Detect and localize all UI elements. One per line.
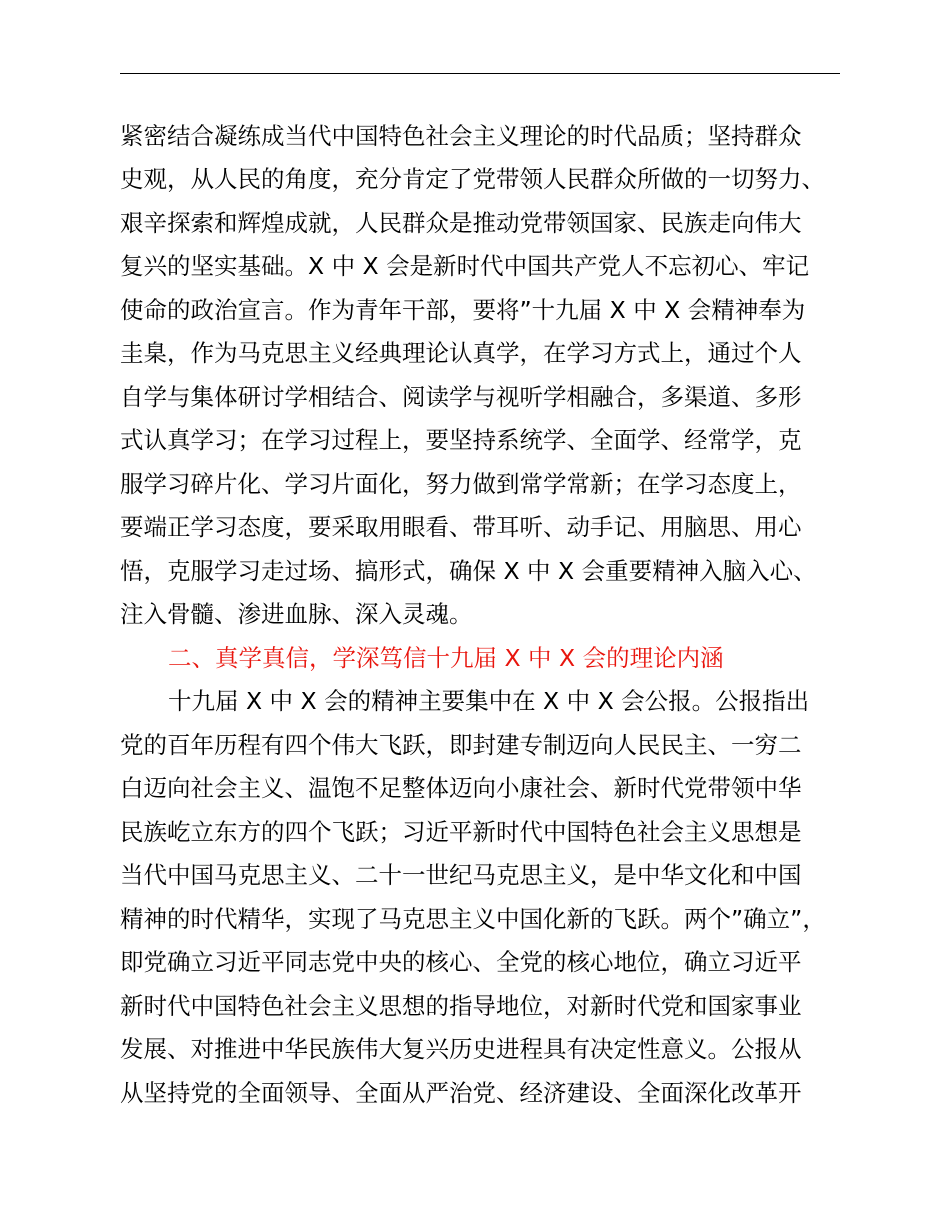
paragraph-1-line-2: 史观，从人民的角度，充分肯定了党带领人民群众所做的一切努力、 xyxy=(120,165,825,193)
paragraph-2-line-3: 白迈向社会主义、温饱不足整体迈向小康社会、新时代党带领中华 xyxy=(120,774,802,802)
paragraph-2-line-9: 发展、对推进中华民族伟大复兴历史进程具有决定性意义。公报从 xyxy=(120,1035,802,1063)
paragraph-1-line-6: 圭臬，作为马克思主义经典理论认真学，在学习方式上，通过个人 xyxy=(120,339,802,367)
paragraph-1-line-11: 悟，克服学习走过场、搞形式，确保 X 中 X 会重要精神入脑入心、 xyxy=(120,557,817,585)
paragraph-2-line-2: 党的百年历程有四个伟大飞跃，即封建专制迈向人民民主、一穷二 xyxy=(120,731,802,759)
paragraph-2-line-7: 即党确立习近平同志党中央的核心、全党的核心地位，确立习近平 xyxy=(120,948,802,976)
paragraph-2-line-4: 民族屹立东方的四个飞跃；习近平新时代中国特色社会主义思想是 xyxy=(120,818,802,846)
paragraph-1-line-8: 式认真学习；在学习过程上，要坚持系统学、全面学、经常学，克 xyxy=(120,426,802,454)
paragraph-2-line-1: 十九届 X 中 X 会的精神主要集中在 X 中 X 会公报。公报指出 xyxy=(168,687,810,715)
paragraph-1-line-7: 自学与集体研讨学相结合、阅读学与视听学相融合，多渠道、多形 xyxy=(120,383,802,411)
paragraph-2-line-10: 从坚持党的全面领导、全面从严治党、经济建设、全面深化改革开 xyxy=(120,1079,802,1107)
paragraph-1-line-5: 使命的政治宣言。作为青年干部，要将”十九届 X 中 X 会精神奉为 xyxy=(120,296,806,324)
paragraph-2-line-5: 当代中国马克思主义、二十一世纪马克思主义，是中华文化和中国 xyxy=(120,861,802,889)
paragraph-1-line-3: 艰辛探索和辉煌成就，人民群众是推动党带领国家、民族走向伟大 xyxy=(120,209,802,237)
paragraph-2-line-6: 精神的时代精华，实现了马克思主义中国化新的飞跃。两个”确立”， xyxy=(120,905,826,933)
paragraph-1-line-1: 紧密结合凝练成当代中国特色社会主义理论的时代品质；坚持群众 xyxy=(120,122,802,150)
paragraph-1-line-9: 服学习碎片化、学习片面化，努力做到常学常新；在学习态度上， xyxy=(120,470,802,498)
paragraph-1-line-10: 要端正学习态度，要采取用眼看、带耳听、动手记、用脑思、用心 xyxy=(120,513,802,541)
paragraph-1-line-12: 注入骨髓、渗进血脉、深入灵魂。 xyxy=(120,600,473,628)
header-rule xyxy=(120,73,840,74)
paragraph-2-line-8: 新时代中国特色社会主义思想的指导地位，对新时代党和国家事业 xyxy=(120,992,802,1020)
section-heading: 二、真学真信，学深笃信十九届 X 中 X 会的理论内涵 xyxy=(168,644,724,672)
paragraph-1-line-4: 复兴的坚实基础。X 中 X 会是新时代中国共产党人不忘初心、牢记 xyxy=(120,252,810,280)
